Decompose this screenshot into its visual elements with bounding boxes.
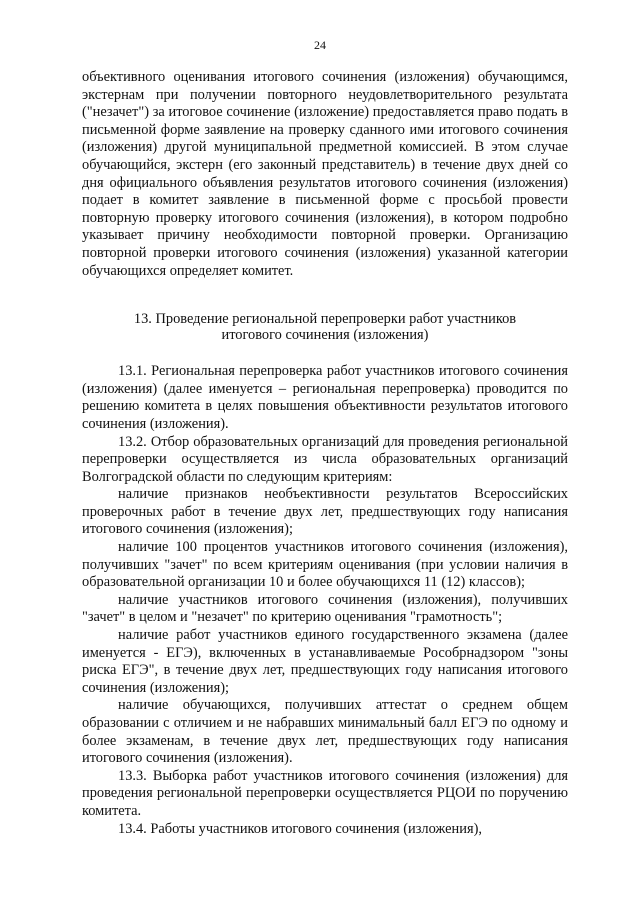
criterion-gramotnost: наличие участников итогового сочинения (изложения), получивших "зачет" в целом и "незачет" по критерию оценивания "грамотность"; (82, 591, 568, 626)
intro-paragraph: объективного оценивания итогового сочинения (изложения) обучающимся, экстернам при получении повторного неудовлетворительного результата ("незачет") за итоговое сочинение (изложение) предоставляется право подать в письменной форме заявление на проверку сданного ими итогового сочинения (изложения) другой муниципальной предметной комиссией. В этом случае обучающийся, экстерн (его законный представитель) в течение двух дней со дня официального объявления результатов итогового сочинения (изложения) подает в комитет заявление в письменной форме с просьбой провести повторную проверку итогового сочинения (изложения), в котором подробно указывает причину необходимости повторной проверки. Организацию повторной проверки итогового сочинения (изложения) указанной категории обучающихся определяет комитет. (82, 69, 568, 279)
criterion-ege-risk-zones: наличие работ участников единого государственного экзамена (далее именуется - ЕГЭ), включенных в устанавливаемые Рособрнадзором "зоны риска ЕГЭ", в течение двух лет, предшествующих году написания итогового сочинения (изложения); (82, 627, 568, 696)
criterion-vpr: наличие признаков необъективности результатов Всероссийских проверочных работ в течение двух лет, предшествующих году написания итогового сочинения (изложения); (82, 486, 568, 538)
paragraph-13-1: 13.1. Региональная перепроверка работ участников итогового сочинения (изложения) (далее именуется – региональная перепроверка) проводится по решению комитета в целях повышения объективности результатов итогового сочинения (изложения). (82, 363, 568, 432)
section-heading-line-1: 13. Проведение региональной перепроверки работ участников (133, 311, 517, 328)
page-number: 24 (314, 38, 326, 52)
document-body (82, 69, 568, 838)
criterion-100-percent: наличие 100 процентов участников итогового сочинения (изложения), получивших "зачет" по всем критериям оценивания (при условии наличия в образовательной организации 10 и более обучающихся 11 (12) классов); (82, 539, 568, 591)
paragraph-13-2: 13.2. Отбор образовательных организаций для проведения региональной перепроверки осуществляется из числа образовательных организаций Волгоградской области по следующим критериям: (82, 433, 568, 485)
paragraph-13-4: 13.4. Работы участников итогового сочинения (изложения), (118, 820, 482, 837)
criterion-honors-students: наличие обучающихся, получивших аттестат о среднем общем образовании с отличием и не набравших минимальный балл ЕГЭ по одному и более экзаменам, в течение двух лет, предшествующих году написания итогового сочинения (изложения). (82, 697, 568, 767)
paragraph-13-3: 13.3. Выборка работ участников итогового сочинения (изложения) для проведения региональной перепроверки осуществляется РЦОИ по поручению комитета. (82, 767, 568, 819)
section-heading-line-2: итогового сочинения (изложения) (221, 327, 429, 344)
section-heading (82, 311, 568, 343)
